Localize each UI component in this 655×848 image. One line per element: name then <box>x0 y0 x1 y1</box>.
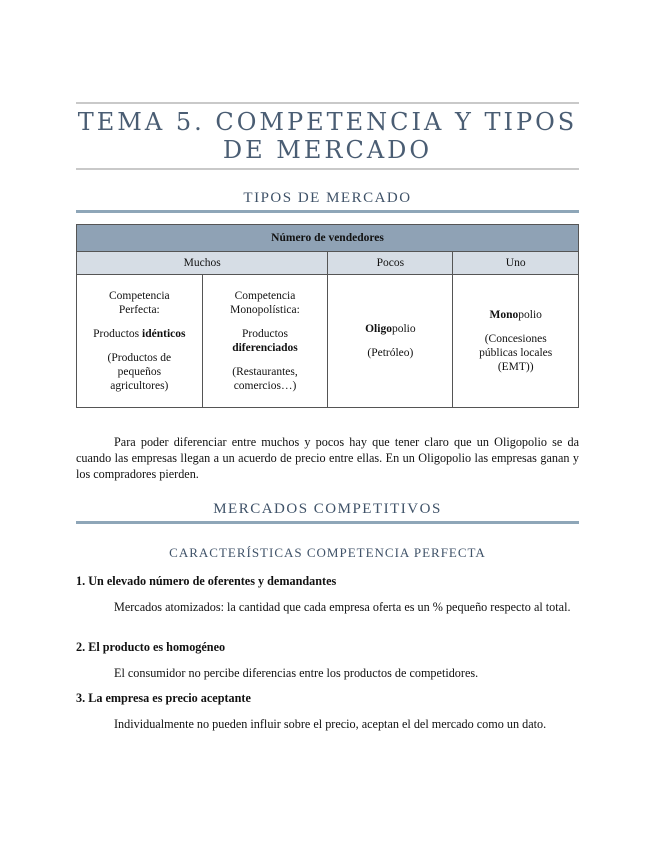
item-text-1: Mercados atomizados: la cantidad que cada empresa oferta es un % pequeño respecto al total. <box>114 600 571 614</box>
cp-products-bold: idénticos <box>142 328 186 340</box>
table-header-vendedores: Número de vendedores <box>77 225 579 252</box>
title-box <box>76 102 579 170</box>
mono-label <box>453 308 578 322</box>
item-heading-1: 1. Un elevado número de oferentes y demandantes <box>76 574 337 588</box>
market-types-table <box>76 224 579 408</box>
cm-products-bold: diferenciados <box>232 342 298 354</box>
mono-rest: polio <box>518 309 542 321</box>
cp-example: (Productos de pequeños agricultores) <box>107 352 172 392</box>
section-heading-competitivos: MERCADOS COMPETITIVOS <box>76 501 579 524</box>
cell-oligopolio <box>328 275 453 408</box>
cp-products <box>77 327 202 341</box>
cm-title: Competencia Monopolística: <box>230 290 300 316</box>
section-heading-tipos: TIPOS DE MERCADO <box>76 190 579 213</box>
oli-bold: Oligo <box>365 323 392 335</box>
item-text-3: Individualmente no pueden influir sobre el precio, aceptan el del mercado como un dato. <box>114 717 547 731</box>
cm-products-pre: Productos <box>241 328 288 340</box>
intro-paragraph: Para poder diferenciar entre muchos y pocos hay que tener claro que un Oligopolio se da cuando las empresas llegan a un acuerdo de precio entre ellas. En un Oligopolio las empresas ganan y los compradores pierden. <box>76 435 579 481</box>
oli-label <box>328 322 452 336</box>
subsection-heading-caracteristicas: CARACTERÍSTICAS COMPETENCIA PERFECTA <box>169 545 486 560</box>
page-title: TEMA 5. COMPETENCIA Y TIPOS DE MERCADO <box>77 108 578 164</box>
item-heading-3: 3. La empresa es precio aceptante <box>76 691 251 705</box>
cell-competencia-perfecta <box>77 275 203 408</box>
cm-example: (Restaurantes, comercios…) <box>232 366 298 392</box>
mono-bold: Mono <box>489 309 519 321</box>
table-col-uno: Uno <box>453 252 579 275</box>
table-col-muchos: Muchos <box>77 252 328 275</box>
item-heading-2: 2. El producto es homogéneo <box>76 640 226 654</box>
item-text-2: El consumidor no percibe diferencias entre los productos de competidores. <box>114 666 479 680</box>
cp-title: Competencia Perfecta: <box>108 290 170 316</box>
cell-competencia-monopolistica <box>202 275 328 408</box>
cp-products-pre: Productos <box>93 328 143 340</box>
cell-monopolio <box>453 275 579 408</box>
table-col-pocos: Pocos <box>328 252 453 275</box>
mono-example: (Concesiones públicas locales (EMT)) <box>479 333 553 373</box>
oli-example: (Petróleo) <box>367 347 414 359</box>
oli-rest: polio <box>391 323 416 335</box>
